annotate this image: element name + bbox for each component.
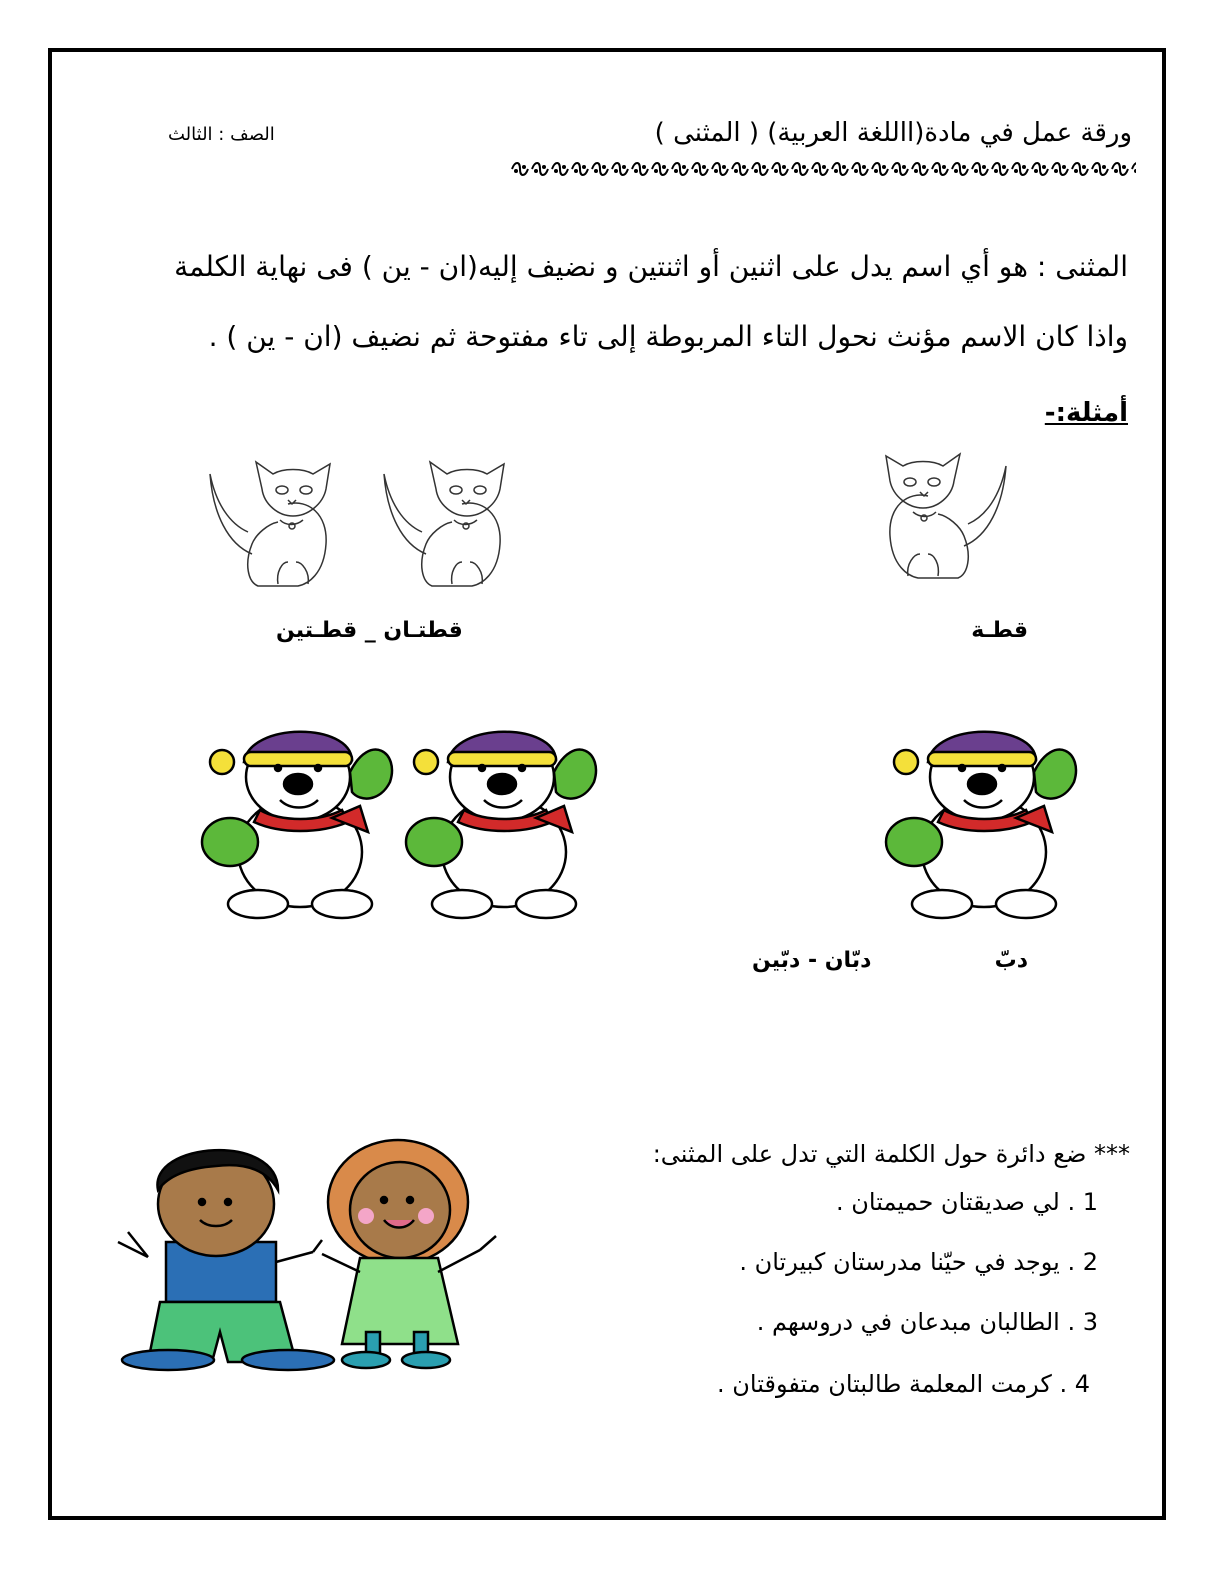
cat-singular-word: قطـة	[971, 618, 1028, 643]
definition-line-1: المثنى : هو أي اسم يدل على اثنين أو اثنتين و نضيف إليه(ان - ين ) فى نهاية الكلمة	[174, 250, 1128, 283]
worksheet-title: ورقة عمل في مادة(االلغة العربية) ( المثنى )	[654, 118, 1132, 148]
exercise-item: 3 . الطالبان مبدعان في دروسهم .	[756, 1308, 1098, 1336]
cat-icon	[204, 444, 348, 594]
examples-heading: أمثلة:-	[1044, 398, 1128, 428]
grade-label: الصف : الثالث	[168, 124, 275, 145]
exercise-item: 1 . لي صديقتان حميمتان .	[836, 1188, 1098, 1216]
polar-bear-icon	[200, 722, 400, 922]
exercise-item: 2 . يوجد في حيّنا مدرستان كبيرتان .	[739, 1248, 1098, 1276]
bear-singular-word: دبّ	[994, 948, 1028, 973]
cat-icon	[378, 444, 522, 594]
polar-bear-icon	[404, 722, 604, 922]
definition-line-2: واذا كان الاسم مؤنث نحول التاء المربوطة إلى تاء مفتوحة ثم نضيف (ان - ين ) .	[208, 320, 1128, 353]
cat-icon	[868, 436, 1012, 586]
children-icon	[108, 1132, 508, 1372]
bear-dual-word: دبّان - دبّين	[752, 948, 872, 973]
cat-dual-word: قطتـان _ قطـتين	[276, 618, 463, 643]
exercise-item: 4 . كرمت المعلمة طالبتان متفوقتان .	[717, 1370, 1090, 1398]
exercise-instruction: *** ضع دائرة حول الكلمة التي تدل على المثنى:	[652, 1140, 1130, 1168]
ornament-border-icon	[510, 158, 1136, 180]
polar-bear-icon	[884, 722, 1084, 922]
